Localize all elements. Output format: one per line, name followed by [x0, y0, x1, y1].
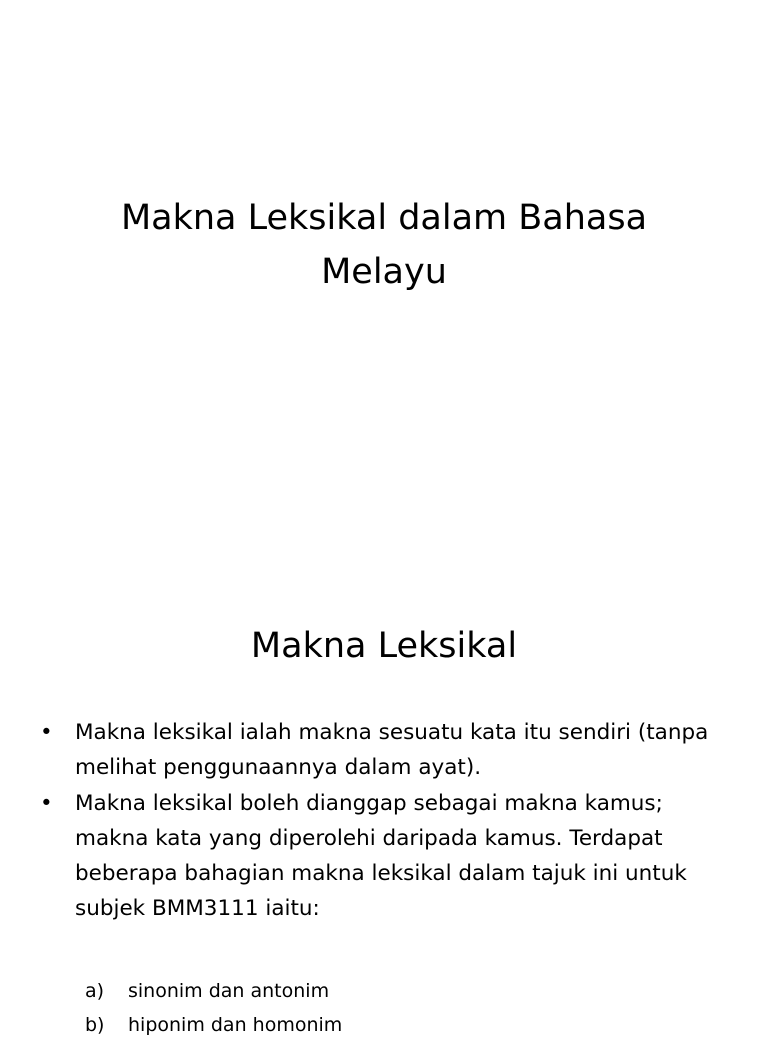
sub-item-hiponim — [85, 1008, 342, 1042]
content-slide — [0, 576, 768, 1036]
bullet-text: Makna leksikal boleh dianggap sebagai makna kamus; makna kata yang diperolehi daripada kamus. Terdapat beberapa bahagian makna leksikal dalam tajuk ini untuk subjek BMM3111 iaitu: — [75, 791, 687, 921]
bullet-item-definition — [40, 715, 730, 785]
sub-item-text: hiponim dan homonim — [128, 1014, 343, 1036]
sub-list — [85, 974, 342, 1042]
bullet-icon: • — [40, 720, 53, 745]
bullet-list — [40, 715, 730, 927]
sub-marker: b) — [85, 1014, 105, 1036]
bullet-text: Makna leksikal ialah makna sesuatu kata itu sendiri (tanpa melihat penggunaannya dalam ayat). — [75, 720, 709, 780]
slide-title: Makna Leksikal — [250, 626, 518, 666]
sub-item-sinonim — [85, 974, 342, 1008]
bullet-item-dictionary — [40, 786, 730, 926]
sub-item-text: sinonim dan antonim — [128, 980, 330, 1002]
bullet-icon: • — [40, 791, 53, 816]
presentation-title: Makna Leksikal dalam Bahasa Melayu — [120, 198, 648, 292]
sub-marker: a) — [85, 980, 105, 1002]
